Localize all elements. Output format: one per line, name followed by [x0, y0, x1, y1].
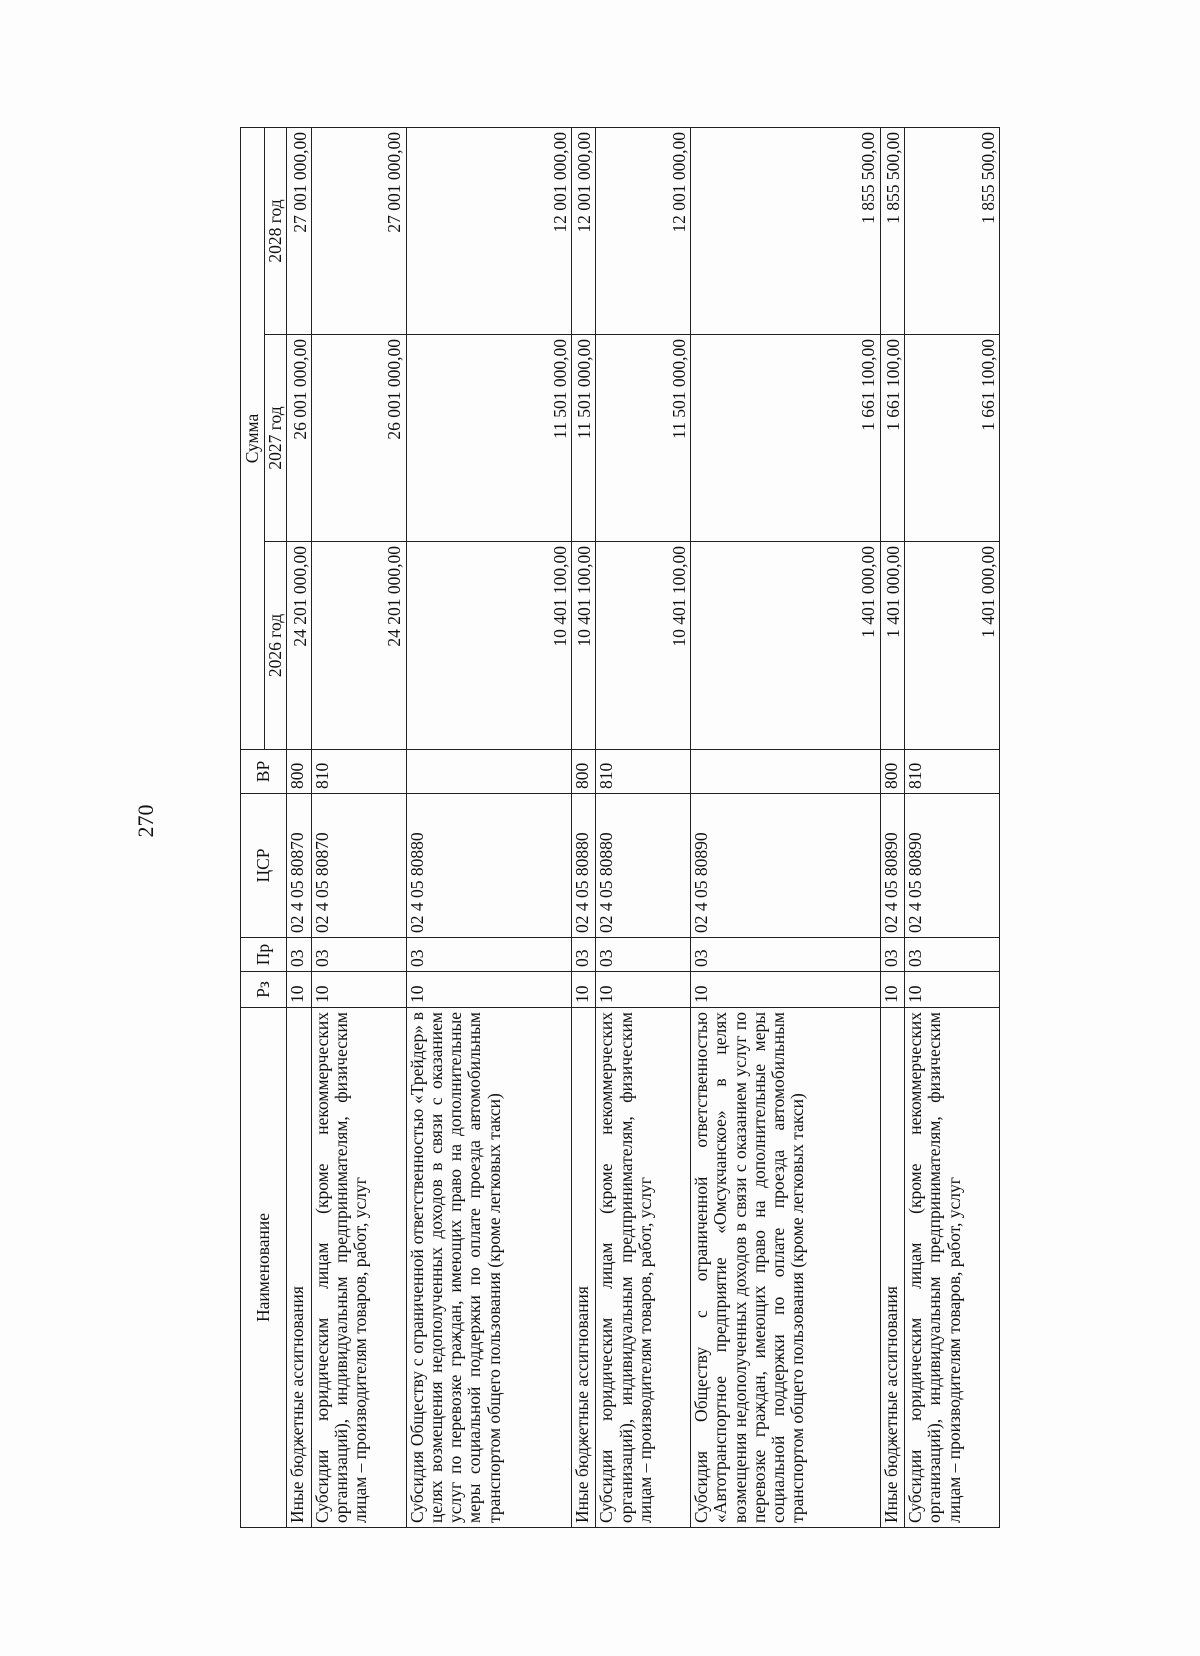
cell-name: Субсидия Обществу с ограниченной ответственностью «Трейдер» в целях возмещения недополученных доходов в связи с оказанием услуг по перевозке граждан, имеющих право на дополнительные меры социальной поддержки по оплате проезда автомобильным транспортом общего пользования (кроме легковых такси) — [406, 1008, 571, 1528]
header-sum: Сумма — [241, 127, 265, 749]
cell-vr — [406, 750, 571, 794]
cell-2028: 1 855 500,00 — [905, 127, 1000, 334]
cell-2028: 1 855 500,00 — [691, 127, 881, 334]
cell-name: Иные бюджетные ассигнования — [571, 1008, 596, 1528]
cell-2028: 12 001 000,00 — [571, 127, 596, 334]
cell-pr: 03 — [691, 938, 881, 972]
header-pr: Пр — [241, 938, 287, 972]
cell-pr: 03 — [287, 938, 312, 972]
cell-vr — [691, 750, 881, 794]
cell-name: Иные бюджетные ассигнования — [287, 1008, 312, 1528]
cell-2027: 26 001 000,00 — [287, 335, 312, 542]
cell-2027: 11 501 000,00 — [406, 335, 571, 542]
cell-2026: 10 401 100,00 — [406, 542, 571, 750]
cell-2028: 1 855 500,00 — [880, 127, 905, 334]
cell-name: Субсидия Обществу с ограниченной ответственностью «Автотранспортное предприятие «Омсукчанское» в целях возмещения недополученных доходов в связи с оказанием услуг по перевозке граждан, имеющих право на дополнительные меры социальной поддержки по оплате проезда автомобильным транспортом общего пользования (кроме легковых такси) — [691, 1008, 881, 1528]
header-row-1 — [241, 127, 265, 1527]
cell-rz: 10 — [287, 972, 312, 1008]
cell-name: Субсидии юридическим лицам (кроме некоммерческих организаций), индивидуальным предпринимателям, физическим лицам – производителям товаров, работ, услуг — [596, 1008, 691, 1528]
cell-pr: 03 — [406, 938, 571, 972]
cell-2026: 1 401 000,00 — [905, 542, 1000, 750]
cell-pr: 03 — [905, 938, 1000, 972]
cell-2027: 26 001 000,00 — [311, 335, 406, 542]
cell-vr: 810 — [905, 750, 1000, 794]
table-row — [287, 127, 312, 1527]
cell-2028: 27 001 000,00 — [311, 127, 406, 334]
cell-vr: 800 — [880, 750, 905, 794]
cell-pr: 03 — [596, 938, 691, 972]
cell-2027: 1 661 100,00 — [880, 335, 905, 542]
cell-vr: 810 — [596, 750, 691, 794]
cell-csr: 02 4 05 80870 — [311, 794, 406, 938]
table-row — [691, 127, 881, 1527]
cell-name: Иные бюджетные ассигнования — [880, 1008, 905, 1528]
cell-rz: 10 — [880, 972, 905, 1008]
cell-pr: 03 — [571, 938, 596, 972]
cell-csr: 02 4 05 80880 — [571, 794, 596, 938]
table-row — [571, 127, 596, 1527]
cell-csr: 02 4 05 80890 — [905, 794, 1000, 938]
cell-2027: 11 501 000,00 — [596, 335, 691, 542]
cell-rz: 10 — [311, 972, 406, 1008]
cell-2028: 12 001 000,00 — [406, 127, 571, 334]
cell-2027: 1 661 100,00 — [905, 335, 1000, 542]
cell-2026: 10 401 100,00 — [571, 542, 596, 750]
cell-csr: 02 4 05 80890 — [691, 794, 881, 938]
cell-2028: 12 001 000,00 — [596, 127, 691, 334]
cell-rz: 10 — [406, 972, 571, 1008]
cell-vr: 800 — [571, 750, 596, 794]
cell-pr: 03 — [880, 938, 905, 972]
header-rz: Рз — [241, 972, 287, 1008]
cell-csr: 02 4 05 80880 — [406, 794, 571, 938]
header-csr: ЦСР — [241, 794, 287, 938]
cell-2027: 11 501 000,00 — [571, 335, 596, 542]
cell-csr: 02 4 05 80890 — [880, 794, 905, 938]
header-name: Наименование — [241, 1008, 287, 1528]
cell-2026: 24 201 000,00 — [287, 542, 312, 750]
page-number: 270 — [133, 804, 158, 838]
cell-csr: 02 4 05 80870 — [287, 794, 312, 938]
cell-rz: 10 — [691, 972, 881, 1008]
header-2028: 2028 год — [265, 127, 287, 334]
cell-name: Субсидии юридическим лицам (кроме некоммерческих организаций), индивидуальным предпринимателям, физическим лицам – производителям товаров, работ, услуг — [905, 1008, 1000, 1528]
cell-2026: 10 401 100,00 — [596, 542, 691, 750]
cell-2026: 1 401 000,00 — [691, 542, 881, 750]
cell-pr: 03 — [311, 938, 406, 972]
table-row — [905, 127, 1000, 1527]
header-2026: 2026 год — [265, 542, 287, 750]
table-row — [311, 127, 406, 1527]
cell-rz: 10 — [905, 972, 1000, 1008]
cell-rz: 10 — [571, 972, 596, 1008]
table-row — [880, 127, 905, 1527]
table-row — [596, 127, 691, 1527]
cell-rz: 10 — [596, 972, 691, 1008]
cell-2027: 1 661 100,00 — [691, 335, 881, 542]
cell-vr: 800 — [287, 750, 312, 794]
budget-table-rotated — [240, 128, 1000, 1528]
table-row — [406, 127, 571, 1527]
cell-csr: 02 4 05 80880 — [596, 794, 691, 938]
cell-2026: 1 401 000,00 — [880, 542, 905, 750]
cell-name: Субсидии юридическим лицам (кроме некоммерческих организаций), индивидуальным предпринимателям, физическим лицам – производителям товаров, работ, услуг — [311, 1008, 406, 1528]
header-vr: ВР — [241, 750, 287, 794]
header-2027: 2027 год — [265, 335, 287, 542]
cell-2028: 27 001 000,00 — [287, 127, 312, 334]
cell-vr: 810 — [311, 750, 406, 794]
cell-2026: 24 201 000,00 — [311, 542, 406, 750]
budget-table — [240, 127, 1000, 1528]
